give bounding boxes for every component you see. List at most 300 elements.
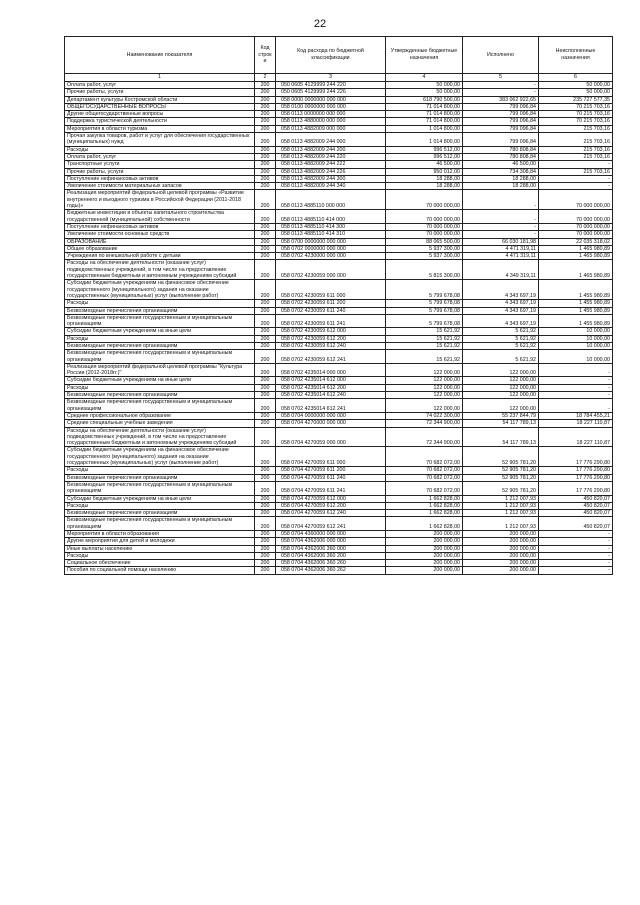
row-code: 200 [255, 245, 276, 252]
table-row [65, 238, 613, 245]
budget-code: 058 0704 4360000 000 000 [276, 531, 386, 538]
approved-amount: 15 621,92 [386, 350, 463, 364]
executed-amount: 4 349 319,11 [463, 260, 539, 280]
unexecuted-amount: 70 215 703,16 [539, 118, 613, 125]
table-row [65, 253, 613, 260]
executed-amount: 52 905 781,20 [463, 447, 539, 467]
executed-amount: 52 905 781,20 [463, 474, 539, 481]
row-name: Реализация мероприятий федеральной целевой программы "Культура России (2012-2018гг.)" [65, 363, 255, 377]
unexecuted-amount: 1 455 980,89 [539, 300, 613, 307]
table-row [65, 427, 613, 447]
row-code: 200 [255, 481, 276, 495]
row-name: Безвозмездные перечисления организациям [65, 510, 255, 517]
row-name: Поступление нефинансовых активов [65, 175, 255, 182]
row-code: 200 [255, 238, 276, 245]
row-name: Бюджетные инвестиции в объекты капитального строительства государственной (муниципальной) собственности [65, 210, 255, 224]
executed-amount: 46 500,00 [463, 161, 539, 168]
table-row [65, 399, 613, 413]
unexecuted-amount: 10 000,00 [539, 350, 613, 364]
budget-code: 058 0702 4230059 000 000 [276, 260, 386, 280]
approved-amount: 1 014 800,00 [386, 133, 463, 147]
row-name: Расходы [65, 552, 255, 559]
unexecuted-amount: 70 000 000,00 [539, 231, 613, 238]
unexecuted-amount: 70 000 000,00 [539, 190, 613, 210]
row-code: 200 [255, 103, 276, 110]
executed-amount: 383 062 922,65 [463, 96, 539, 103]
row-code: 200 [255, 111, 276, 118]
row-name: Поступление нефинансовых активов [65, 223, 255, 230]
row-code: 200 [255, 420, 276, 427]
budget-code: 058 0702 4230059 611 200 [276, 300, 386, 307]
row-code: 200 [255, 190, 276, 210]
approved-amount: 74 022 300,00 [386, 412, 463, 419]
unexecuted-amount: - [539, 531, 613, 538]
row-code: 200 [255, 125, 276, 132]
table-row [65, 467, 613, 474]
executed-amount: 1 212 007,93 [463, 517, 539, 531]
row-code: 200 [255, 545, 276, 552]
approved-amount: 122 000,00 [386, 377, 463, 384]
row-name: Социальное обеспечение [65, 560, 255, 567]
row-code: 200 [255, 567, 276, 574]
row-name: Безвозмездные перечисления организациям [65, 474, 255, 481]
row-name: ОБЩЕГОСУДАРСТВЕННЫЕ ВОПРОСЫ [65, 103, 255, 110]
budget-code: 058 0113 4885110 414 300 [276, 223, 386, 230]
unexecuted-amount: 17 776 290,80 [539, 474, 613, 481]
row-name: Иные выплаты населению [65, 545, 255, 552]
executed-amount: - [463, 210, 539, 224]
budget-code: 058 0704 4270059 611 000 [276, 447, 386, 467]
row-code: 200 [255, 474, 276, 481]
budget-code: 058 0704 4270059 612 240 [276, 510, 386, 517]
budget-code: 058 0702 4235014 612 200 [276, 384, 386, 391]
unexecuted-amount: 10 000,00 [539, 335, 613, 342]
executed-amount: 18 288,00 [463, 183, 539, 190]
unexecuted-amount: 215 703,16 [539, 146, 613, 153]
row-code: 200 [255, 210, 276, 224]
row-code: 200 [255, 118, 276, 125]
row-code: 200 [255, 175, 276, 182]
table-row [65, 502, 613, 509]
executed-amount: 4 343 697,19 [463, 300, 539, 307]
table-row [65, 517, 613, 531]
row-code: 200 [255, 502, 276, 509]
executed-amount: 66 030 181,98 [463, 238, 539, 245]
row-code: 200 [255, 447, 276, 467]
budget-code: 058 0704 4270059 611 241 [276, 481, 386, 495]
approved-amount: 50 000,00 [386, 89, 463, 96]
row-name: Реализация мероприятий федеральной целевой программы «Развитие внутреннего и въездного туризма в Российской Федерации (2011-2018 годы)» [65, 190, 255, 210]
unexecuted-amount: 215 703,16 [539, 168, 613, 175]
row-name: Оплата работ, услуг [65, 82, 255, 89]
row-code: 200 [255, 363, 276, 377]
budget-code: 058 0702 4235014 612 000 [276, 377, 386, 384]
executed-amount: 1 212 007,93 [463, 502, 539, 509]
row-name: Расходы [65, 335, 255, 342]
unexecuted-amount: 1 455 980,89 [539, 314, 613, 328]
approved-amount: 618 790 500,00 [386, 96, 463, 103]
unexecuted-amount: 450 820,07 [539, 510, 613, 517]
row-code: 200 [255, 133, 276, 147]
header-approved: Утвержденные бюджетные назначения [386, 37, 463, 74]
executed-amount: 5 621,92 [463, 342, 539, 349]
row-name: Расходы [65, 467, 255, 474]
unexecuted-amount: - [539, 161, 613, 168]
unexecuted-amount: - [539, 538, 613, 545]
executed-amount: 122 000,00 [463, 363, 539, 377]
column-number: 5 [463, 74, 539, 82]
approved-amount: 18 288,00 [386, 175, 463, 182]
table-row [65, 183, 613, 190]
executed-amount: 54 117 789,13 [463, 420, 539, 427]
unexecuted-amount: 450 820,07 [539, 502, 613, 509]
executed-amount: - [463, 231, 539, 238]
executed-amount: 4 343 697,19 [463, 314, 539, 328]
executed-amount: 18 288,00 [463, 175, 539, 182]
executed-amount: 799 096,84 [463, 111, 539, 118]
row-code: 200 [255, 260, 276, 280]
row-name: Другие мероприятия для детей и молодежи [65, 538, 255, 545]
executed-amount: 200 000,00 [463, 552, 539, 559]
table-row [65, 363, 613, 377]
executed-amount: 4 471 319,11 [463, 245, 539, 252]
table-row [65, 342, 613, 349]
executed-amount: 122 000,00 [463, 384, 539, 391]
page-number: 22 [313, 18, 327, 30]
table-row [65, 474, 613, 481]
executed-amount: 4 343 697,19 [463, 280, 539, 300]
column-number: 3 [276, 74, 386, 82]
executed-amount: 799 096,84 [463, 125, 539, 132]
budget-code: 058 0704 4362006 360 262 [276, 567, 386, 574]
row-code: 200 [255, 467, 276, 474]
approved-amount: 950 012,00 [386, 168, 463, 175]
executed-amount: 52 905 781,20 [463, 481, 539, 495]
executed-amount: - [463, 223, 539, 230]
unexecuted-amount: - [539, 545, 613, 552]
unexecuted-amount: 50 000,00 [539, 89, 613, 96]
unexecuted-amount: 215 703,16 [539, 133, 613, 147]
approved-amount: 70 682 072,00 [386, 474, 463, 481]
unexecuted-amount: - [539, 183, 613, 190]
unexecuted-amount: 70 215 703,16 [539, 111, 613, 118]
budget-code: 058 0704 4270059 611 240 [276, 474, 386, 481]
budget-code: 058 0113 4885110 414 310 [276, 231, 386, 238]
header-name: Наименование показателя [65, 37, 255, 74]
executed-amount: 780 808,84 [463, 153, 539, 160]
approved-amount: 200 000,00 [386, 552, 463, 559]
unexecuted-amount: 450 820,07 [539, 495, 613, 502]
table-row [65, 495, 613, 502]
budget-code: 058 0113 4880000 000 000 [276, 118, 386, 125]
table-row [65, 231, 613, 238]
row-code: 200 [255, 377, 276, 384]
budget-code: 058 0704 4362006 360 260 [276, 560, 386, 567]
approved-amount: 18 288,00 [386, 183, 463, 190]
header-executed: Исполнено [463, 37, 539, 74]
budget-code: 058 0113 4885110 000 000 [276, 190, 386, 210]
budget-code: 058 0702 4235014 612 241 [276, 399, 386, 413]
table-row [65, 335, 613, 342]
row-name: ОБРАЗОВАНИЕ [65, 238, 255, 245]
row-code: 200 [255, 427, 276, 447]
approved-amount: 5 937 300,00 [386, 245, 463, 252]
header-row [65, 37, 613, 74]
table-row [65, 175, 613, 182]
row-code: 200 [255, 253, 276, 260]
budget-code: 050 0605 4129999 244 220 [276, 82, 386, 89]
table-row [65, 245, 613, 252]
budget-code: 058 0113 0000000 000 000 [276, 111, 386, 118]
row-code: 200 [255, 146, 276, 153]
row-name: Среднее профессиональное образование [65, 412, 255, 419]
row-name: Безвозмездные перечисления организациям [65, 342, 255, 349]
row-code: 200 [255, 399, 276, 413]
row-code: 200 [255, 89, 276, 96]
row-code: 200 [255, 223, 276, 230]
executed-amount: 122 000,00 [463, 377, 539, 384]
unexecuted-amount: 70 215 703,16 [539, 103, 613, 110]
executed-amount: 799 096,84 [463, 103, 539, 110]
approved-amount: 5 799 678,08 [386, 314, 463, 328]
executed-amount: 55 237 844,79 [463, 412, 539, 419]
row-code: 200 [255, 300, 276, 307]
table-row [65, 328, 613, 335]
header-unexecuted: Неисполненные назначения [539, 37, 613, 74]
approved-amount: 46 500,00 [386, 161, 463, 168]
unexecuted-amount: 10 000,00 [539, 328, 613, 335]
budget-code: 058 0702 4230000 000 000 [276, 253, 386, 260]
table-row [65, 153, 613, 160]
row-name: Оплата работ, услуг [65, 153, 255, 160]
budget-code: 058 0704 0000000 000 000 [276, 412, 386, 419]
row-name: Общее образование [65, 245, 255, 252]
unexecuted-amount: 450 820,07 [539, 517, 613, 531]
table-row [65, 447, 613, 467]
budget-code: 058 0700 0000000 000 000 [276, 238, 386, 245]
row-code: 200 [255, 495, 276, 502]
unexecuted-amount: 1 465 980,89 [539, 253, 613, 260]
row-name: Расходы [65, 502, 255, 509]
row-code: 200 [255, 342, 276, 349]
budget-code: 058 0702 4235014 000 000 [276, 363, 386, 377]
budget-code: 058 0702 4230059 612 241 [276, 350, 386, 364]
table-row [65, 531, 613, 538]
row-code: 200 [255, 231, 276, 238]
unexecuted-amount: 215 703,16 [539, 153, 613, 160]
approved-amount: 200 000,00 [386, 538, 463, 545]
table-row [65, 82, 613, 89]
budget-code: 058 0113 4882009 244 226 [276, 168, 386, 175]
row-code: 200 [255, 510, 276, 517]
unexecuted-amount: 10 000,00 [539, 342, 613, 349]
executed-amount: 4 471 319,11 [463, 253, 539, 260]
row-name: Увеличение стоимости основных средств [65, 231, 255, 238]
executed-amount: 5 621,92 [463, 328, 539, 335]
row-code: 200 [255, 412, 276, 419]
budget-code: 058 0704 4270000 000 000 [276, 420, 386, 427]
budget-code: 058 0113 4882009 244 222 [276, 161, 386, 168]
budget-code: 058 0702 4235014 612 240 [276, 392, 386, 399]
table-row [65, 350, 613, 364]
table-row [65, 96, 613, 103]
unexecuted-amount: 1 455 980,89 [539, 280, 613, 300]
unexecuted-amount: 22 035 318,02 [539, 238, 613, 245]
approved-amount: 71 014 800,00 [386, 118, 463, 125]
table-row [65, 384, 613, 391]
column-number: 2 [255, 74, 276, 82]
unexecuted-amount: - [539, 363, 613, 377]
row-name: Мероприятия в области туризма [65, 125, 255, 132]
row-code: 200 [255, 82, 276, 89]
budget-code: 058 0702 0000000 000 000 [276, 245, 386, 252]
approved-amount: 15 621,92 [386, 335, 463, 342]
row-code: 200 [255, 168, 276, 175]
approved-amount: 72 344 900,00 [386, 420, 463, 427]
executed-amount: 52 905 781,20 [463, 467, 539, 474]
budget-code: 050 0605 4129999 244 226 [276, 89, 386, 96]
row-name: Департамент культуры Костромской области [65, 96, 255, 103]
row-name: Безвозмездные перечисления государственным и муниципальным организациям [65, 517, 255, 531]
unexecuted-amount: 70 000 000,00 [539, 223, 613, 230]
table-row [65, 567, 613, 574]
budget-code: 058 0113 4882009 244 300 [276, 175, 386, 182]
row-code: 200 [255, 552, 276, 559]
unexecuted-amount: - [539, 552, 613, 559]
unexecuted-amount: - [539, 384, 613, 391]
approved-amount: 122 000,00 [386, 384, 463, 391]
row-name: Субсидии бюджетным учреждениям на финансовое обеспечение государственного (муниципального) задания на оказание государственных (муниципальных) услуг (выполнение работ) [65, 447, 255, 467]
budget-code: 058 0100 0000000 000 000 [276, 103, 386, 110]
row-code: 200 [255, 153, 276, 160]
row-code: 200 [255, 531, 276, 538]
approved-amount: 71 014 800,00 [386, 111, 463, 118]
executed-amount: 4 343 697,19 [463, 307, 539, 314]
approved-amount: 1 662 828,00 [386, 510, 463, 517]
table-row [65, 190, 613, 210]
executed-amount: - [463, 190, 539, 210]
row-code: 200 [255, 560, 276, 567]
approved-amount: 200 000,00 [386, 531, 463, 538]
column-number: 6 [539, 74, 613, 82]
row-code: 200 [255, 314, 276, 328]
table-row [65, 146, 613, 153]
table-row [65, 314, 613, 328]
budget-code: 058 0702 4230059 611 000 [276, 280, 386, 300]
approved-amount: 71 014 800,00 [386, 103, 463, 110]
executed-amount: 54 117 789,13 [463, 427, 539, 447]
executed-amount: 1 212 007,93 [463, 510, 539, 517]
approved-amount: 15 621,92 [386, 328, 463, 335]
approved-amount: 5 937 300,00 [386, 253, 463, 260]
row-name: Расходы на обеспечение деятельности (оказание услуг) подведомственных учреждений, в том числе на предоставление государственным бюджетным и автономным учреждениям субсидий [65, 260, 255, 280]
executed-amount: 5 621,92 [463, 350, 539, 364]
row-code: 200 [255, 384, 276, 391]
approved-amount: 996 512,00 [386, 153, 463, 160]
table-row [65, 420, 613, 427]
approved-amount: 200 000,00 [386, 545, 463, 552]
approved-amount: 70 682 072,00 [386, 481, 463, 495]
executed-amount: 200 000,00 [463, 545, 539, 552]
table-row [65, 103, 613, 110]
row-code: 200 [255, 350, 276, 364]
row-code: 200 [255, 183, 276, 190]
row-name: Субсидии бюджетным учреждениям на иные цели [65, 377, 255, 384]
table-body [65, 82, 613, 575]
header-budget-code: Код расхода по бюджетной классификации [276, 37, 386, 74]
approved-amount: 15 621,92 [386, 342, 463, 349]
table-row [65, 111, 613, 118]
row-name: Прочая закупка товаров, работ и услуг для обеспечения государственных (муниципальных) нужд [65, 133, 255, 147]
row-name: Прочие работы, услуги [65, 168, 255, 175]
approved-amount: 200 000,00 [386, 567, 463, 574]
budget-code: 058 0704 4270059 612 000 [276, 495, 386, 502]
table-header [65, 37, 613, 82]
table-row [65, 133, 613, 147]
unexecuted-amount: 1 465 980,89 [539, 260, 613, 280]
row-code: 200 [255, 517, 276, 531]
approved-amount: 72 344 900,00 [386, 427, 463, 447]
approved-amount: 5 799 678,08 [386, 307, 463, 314]
unexecuted-amount: 1 455 980,89 [539, 307, 613, 314]
table-row [65, 125, 613, 132]
table-row [65, 412, 613, 419]
header-row-code: Код строк и [255, 37, 276, 74]
table-row [65, 392, 613, 399]
row-name: Учреждения по внешкольной работе с детьми [65, 253, 255, 260]
unexecuted-amount: 50 000,00 [539, 82, 613, 89]
executed-amount: 780 808,84 [463, 146, 539, 153]
budget-code: 058 0000 0000000 000 000 [276, 96, 386, 103]
row-name: Расходы [65, 146, 255, 153]
row-name: Безвозмездные перечисления организациям [65, 392, 255, 399]
executed-amount: 200 000,00 [463, 567, 539, 574]
row-code: 200 [255, 335, 276, 342]
approved-amount: 70 682 072,00 [386, 467, 463, 474]
row-name: Средние специальные учебные заведения [65, 420, 255, 427]
column-number: 4 [386, 74, 463, 82]
row-name: Безвозмездные перечисления государственным и муниципальным организациям [65, 481, 255, 495]
table-row [65, 223, 613, 230]
executed-amount: 799 096,84 [463, 118, 539, 125]
approved-amount: 70 000 000,00 [386, 210, 463, 224]
row-code: 200 [255, 161, 276, 168]
row-name: Субсидии бюджетным учреждениям на иные цели [65, 495, 255, 502]
approved-amount: 88 065 500,00 [386, 238, 463, 245]
unexecuted-amount: 18 227 110,87 [539, 427, 613, 447]
row-name: Прочие работы, услуги [65, 89, 255, 96]
budget-code: 058 0704 4270059 612 241 [276, 517, 386, 531]
table-row [65, 280, 613, 300]
executed-amount: 734 308,84 [463, 168, 539, 175]
approved-amount: 996 512,00 [386, 146, 463, 153]
approved-amount: 1 662 828,00 [386, 495, 463, 502]
unexecuted-amount: 17 776 290,80 [539, 447, 613, 467]
unexecuted-amount: - [539, 567, 613, 574]
unexecuted-amount: - [539, 175, 613, 182]
unexecuted-amount: - [539, 392, 613, 399]
unexecuted-amount: 17 776 290,80 [539, 481, 613, 495]
unexecuted-amount: 215 703,16 [539, 125, 613, 132]
budget-code: 058 0704 4362006 360 200 [276, 552, 386, 559]
table-row [65, 377, 613, 384]
unexecuted-amount: 1 465 980,89 [539, 245, 613, 252]
approved-amount: 70 000 000,00 [386, 223, 463, 230]
table-row [65, 168, 613, 175]
column-number: 1 [65, 74, 255, 82]
table-row [65, 552, 613, 559]
executed-amount: 799 096,84 [463, 133, 539, 147]
